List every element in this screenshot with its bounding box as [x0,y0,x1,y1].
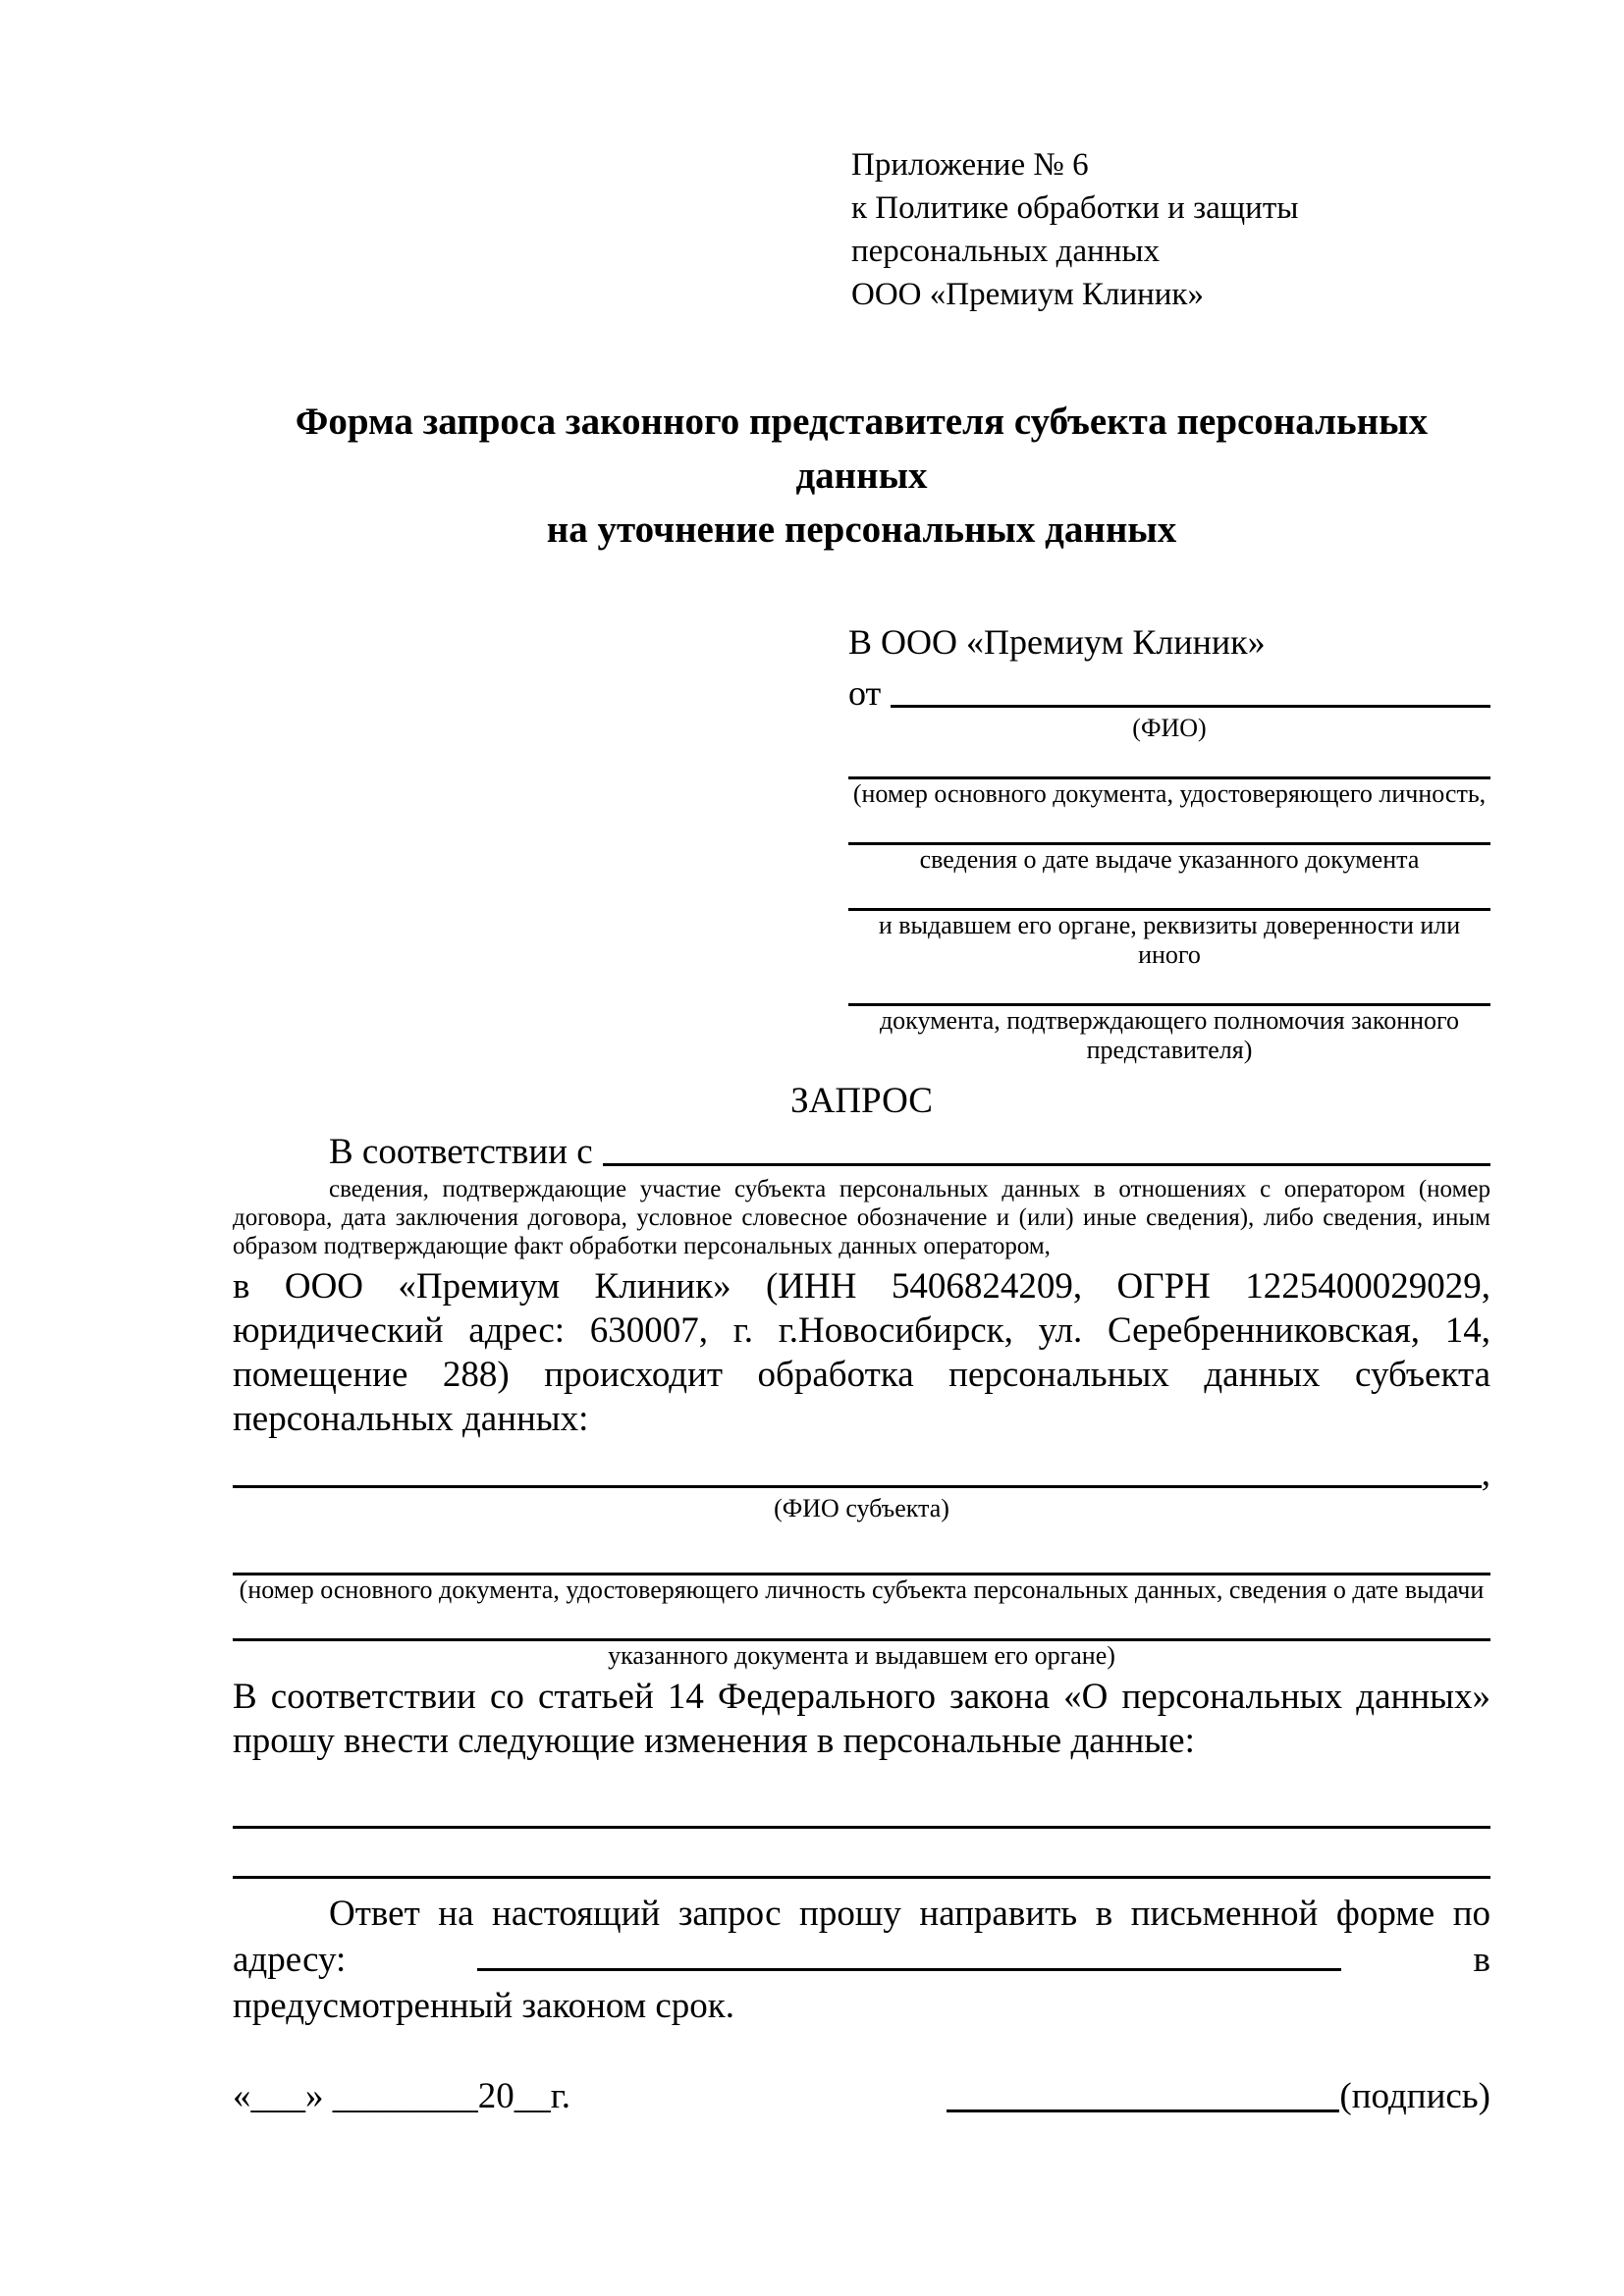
appendix-header-line: персональных данных [851,234,1161,269]
appendix-header-line: к Политике обработки и защиты [851,190,1299,226]
basis-fill-line [603,1163,1490,1166]
representative-doc-caption-1: (номер основного документа, удостоверяющего личность, [852,779,1487,808]
document-title [233,395,1490,557]
appendix-header-line: ООО «Премиум Клиник» [851,277,1204,312]
document-title-line-1: Форма запроса законного представителя субъекта персональных данных [295,400,1429,497]
representative-doc-caption-4: документа, подтверждающего полномочия законного представителя) [879,1006,1460,1064]
subject-doc-fill-line-2 [233,1605,1490,1641]
article14-paragraph: В соответствии со статьей 14 Федерального закона «О персональных данных» прошу внести следующие изменения в персональные данные: [233,1677,1490,1761]
representative-doc-fill-line-2 [848,809,1490,845]
trailing-comma: , [1481,1454,1490,1494]
representative-doc-group [848,743,1490,1065]
subject-doc-caption-2: указанного документа и выдавшем его органе) [608,1641,1115,1670]
footer-row [233,2074,1490,2119]
changes-fill-line-1 [233,1779,1490,1829]
reply-suffix: в предусмотренный законом срок. [233,1940,1490,2026]
from-fill-line [891,705,1490,708]
changes-fill-line-2 [233,1829,1490,1879]
subject-fio-fill-line [233,1485,1482,1488]
appendix-header-line: Приложение № 6 [851,147,1089,183]
operator-paragraph: в ООО «Премиум Клиник» (ИНН 5406824209, ОГРН 1225400029029, юридический адрес: 630007, г. г.Новосибирск, ул. Серебренниковская, 14, помещение 288) происходит обработка персональных данных субъекта персональных данных: [233,1266,1490,1439]
reply-paragraph [233,1891,1490,2029]
representative-doc-fill-line-4 [848,970,1490,1006]
in-accordance-row [233,1124,1490,1173]
date-line: «___» ________20__г. [233,2076,571,2116]
basis-caption: сведения, подтверждающие участие субъекта персональных данных в отношениях с оператором (номер договора, дата заключения договора, условное словесное обозначение и (или) иные сведения), либо сведения, иным образом подтверждающие факт обработки персональных данных оператором, [233,1176,1490,1259]
addressee-from-row [848,665,1490,714]
signature-caption: (подпись) [1339,2076,1490,2116]
subject-fio-row [233,1449,1490,1494]
in-accordance-label: В соответствии с [329,1132,593,1172]
representative-doc-fill-line-1 [848,743,1490,779]
representative-doc-caption-3: и выдавшем его органе, реквизиты доверенности или иного [878,911,1461,969]
document-title-line-2: на уточнение персональных данных [546,508,1177,551]
representative-doc-fill-line-3 [848,875,1490,911]
signature-block [947,2074,1490,2119]
signature-fill-line [947,2076,1339,2112]
addressee-from-label: от [848,673,882,713]
addressee-block [848,619,1490,1065]
subject-fio-caption: (ФИО субъекта) [774,1494,949,1522]
reply-address-fill-line [477,1939,1341,1971]
representative-doc-caption-2: сведения о дате выдаче указанного документа [919,845,1420,874]
addressee-to: В ООО «Премиум Клиник» [848,622,1266,662]
fio-caption: (ФИО) [1132,714,1207,742]
reply-prefix: Ответ на настоящий запрос прошу направить в письменной форме по адресу: [233,1894,1490,1980]
subject-doc-caption-1: (номер основного документа, удостоверяющего личность субъекта персональных данных, сведения о дате выдачи [239,1575,1485,1604]
subject-doc-fill-line-1 [233,1539,1490,1575]
request-heading: ЗАПРОС [790,1081,933,1121]
appendix-header [851,143,1490,316]
